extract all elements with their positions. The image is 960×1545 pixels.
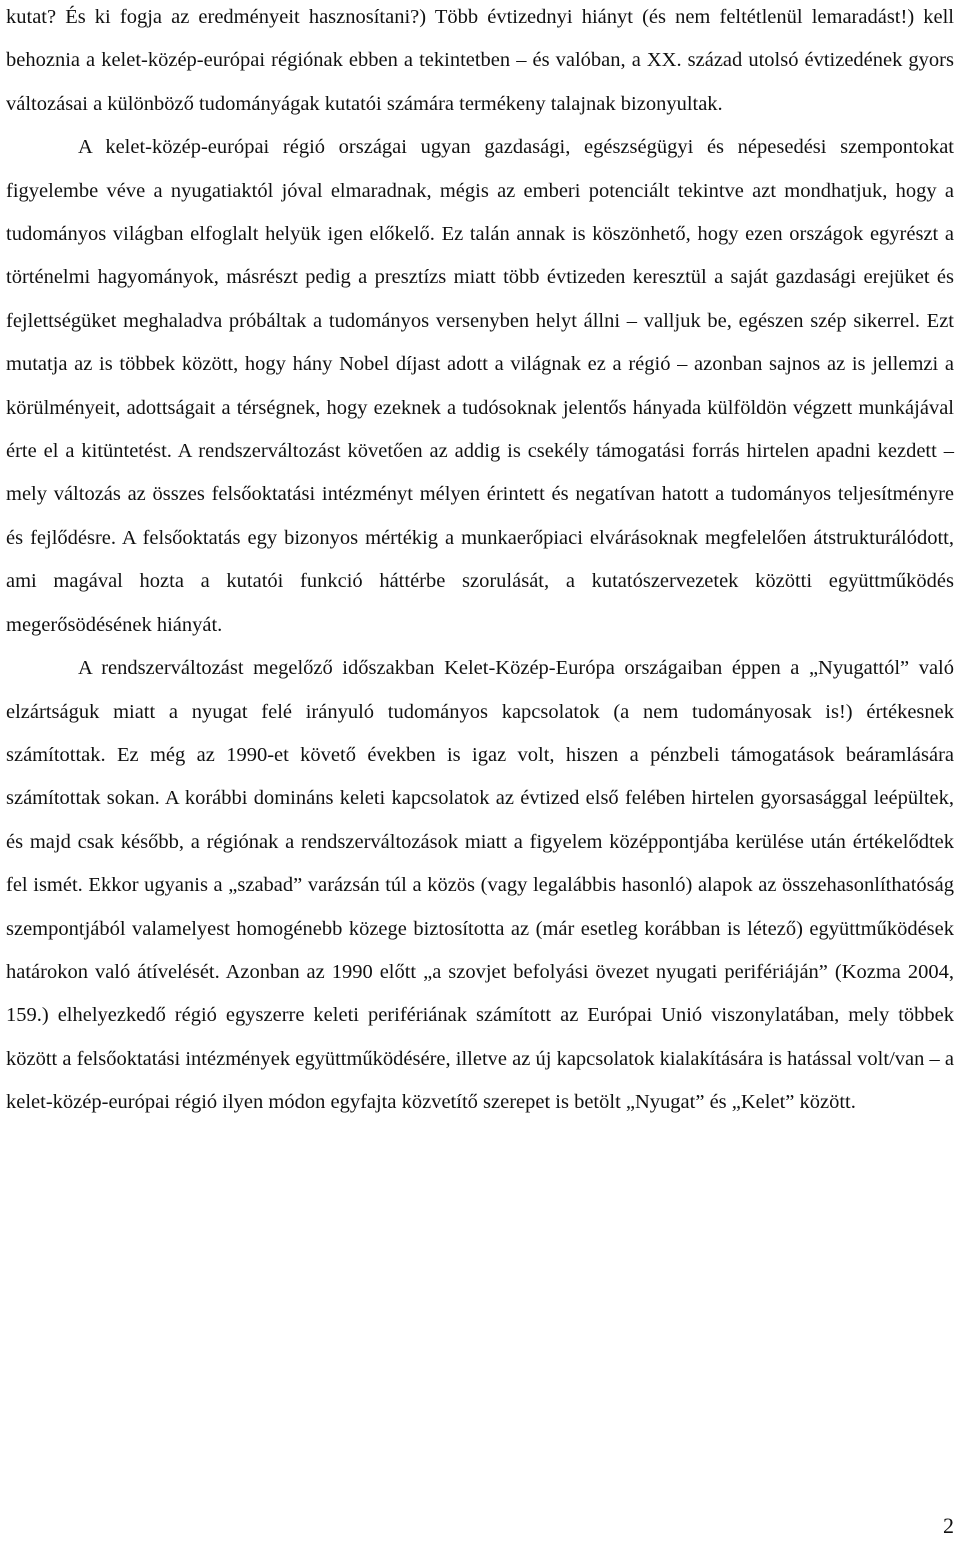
paragraph-region-science: A kelet-közép-európai régió országai ugyan gazdasági, egészségügyi és népesedési szempontokat figyelembe véve a nyugatiaktól jóval elmaradnak, mégis az emberi potenciált tekintve azt mondhatjuk, hogy a tudományos világban elfoglalt helyük igen előkelő. Ez talán annak is köszönhető, hogy ezen országok egyrészt a történelmi hagyományok, másrészt pedig a presztízs miatt több évtizeden keresztül a saját gazdasági erejüket és fejlettségüket meghaladva próbáltak a tudományos versenyben helyt állni – valljuk be, egészen szép sikerrel. Ezt mutatja az is többek között, hogy hány Nobel díjast adott a világnak ez a régió – azonban sajnos az is jellemzi a körülményeit, adottságait a térségnek, hogy ezeknek a tudósoknak jelentős hányada külföldön végzett munkájával érte el a kitüntetést. A rendszerváltozást követően az addig is csekély támogatási forrás hirtelen apadni kezdett – mely változás az összes felsőoktatási intézményt mélyen érintett és negatívan hatott a tudományos teljesítményre és fejlődésre. A felsőoktatás egy bizonyos mértékig a munkaerőpiaci elvárásoknak megfelelően átstrukturálódott, ami magával hozta a kutatói funkció háttérbe szorulását, a kutatószervezetek közötti együttműködés megerősödésének hiányát.: [6, 136, 954, 636]
paragraph-east-west-relations: A rendszerváltozást megelőző időszakban Kelet-Közép-Európa országaiban éppen a „Nyugattól” való elzártságuk miatt a nyugat felé irányuló tudományos kapcsolatok (a nem tudományosak is!) értékesnek számítottak. Ez még az 1990-et követő években is igaz volt, hiszen a pénzbeli támogatások beáramlására számítottak sokan. A korábbi domináns keleti kapcsolatok az évtized első felében hirtelen gyorsasággal leépültek, és majd csak később, a régiónak a rendszerváltozások miatt a figyelem középpontjába kerülése után értékelődtek fel ismét. Ekkor ugyanis a „szabad” varázsán túl a közös (vagy legalábbis hasonló) alapok az összehasonlíthatóság szempontjából valamelyest homogénebb közege biztosította az (már esetleg korábban is létező) együttműködések határokon való átívelését. Azonban az 1990 előtt „a szovjet befolyási övezet nyugati perifériáján” (Kozma 2004, 159.) elhelyezkedő régió egyszerre keleti perifériának számított az Európai Unió viszonylatában, mely többek között a felsőoktatási intézmények együttműködésére, illetve az új kapcsolatok kialakítására is hatással volt/van – a kelet-közép-európai régió ilyen módon egyfajta közvetítő szerepet is betölt „Nyugat” és „Kelet” között.: [6, 657, 954, 1114]
paragraph-continuation: kutat? És ki fogja az eredményeit hasznosítani?) Több évtizednyi hiányt (és nem feltétlenül lemaradást!) kell behoznia a kelet-közép-európai régiónak ebben a tekintetben – és valóban, a XX. század utolsó évtizedének gyors változásai a különböző tudományágak kutatói számára termékeny talajnak bizonyultak.: [6, 6, 954, 115]
body-text: [6, 0, 954, 1125]
page-number: 2: [943, 1513, 954, 1538]
